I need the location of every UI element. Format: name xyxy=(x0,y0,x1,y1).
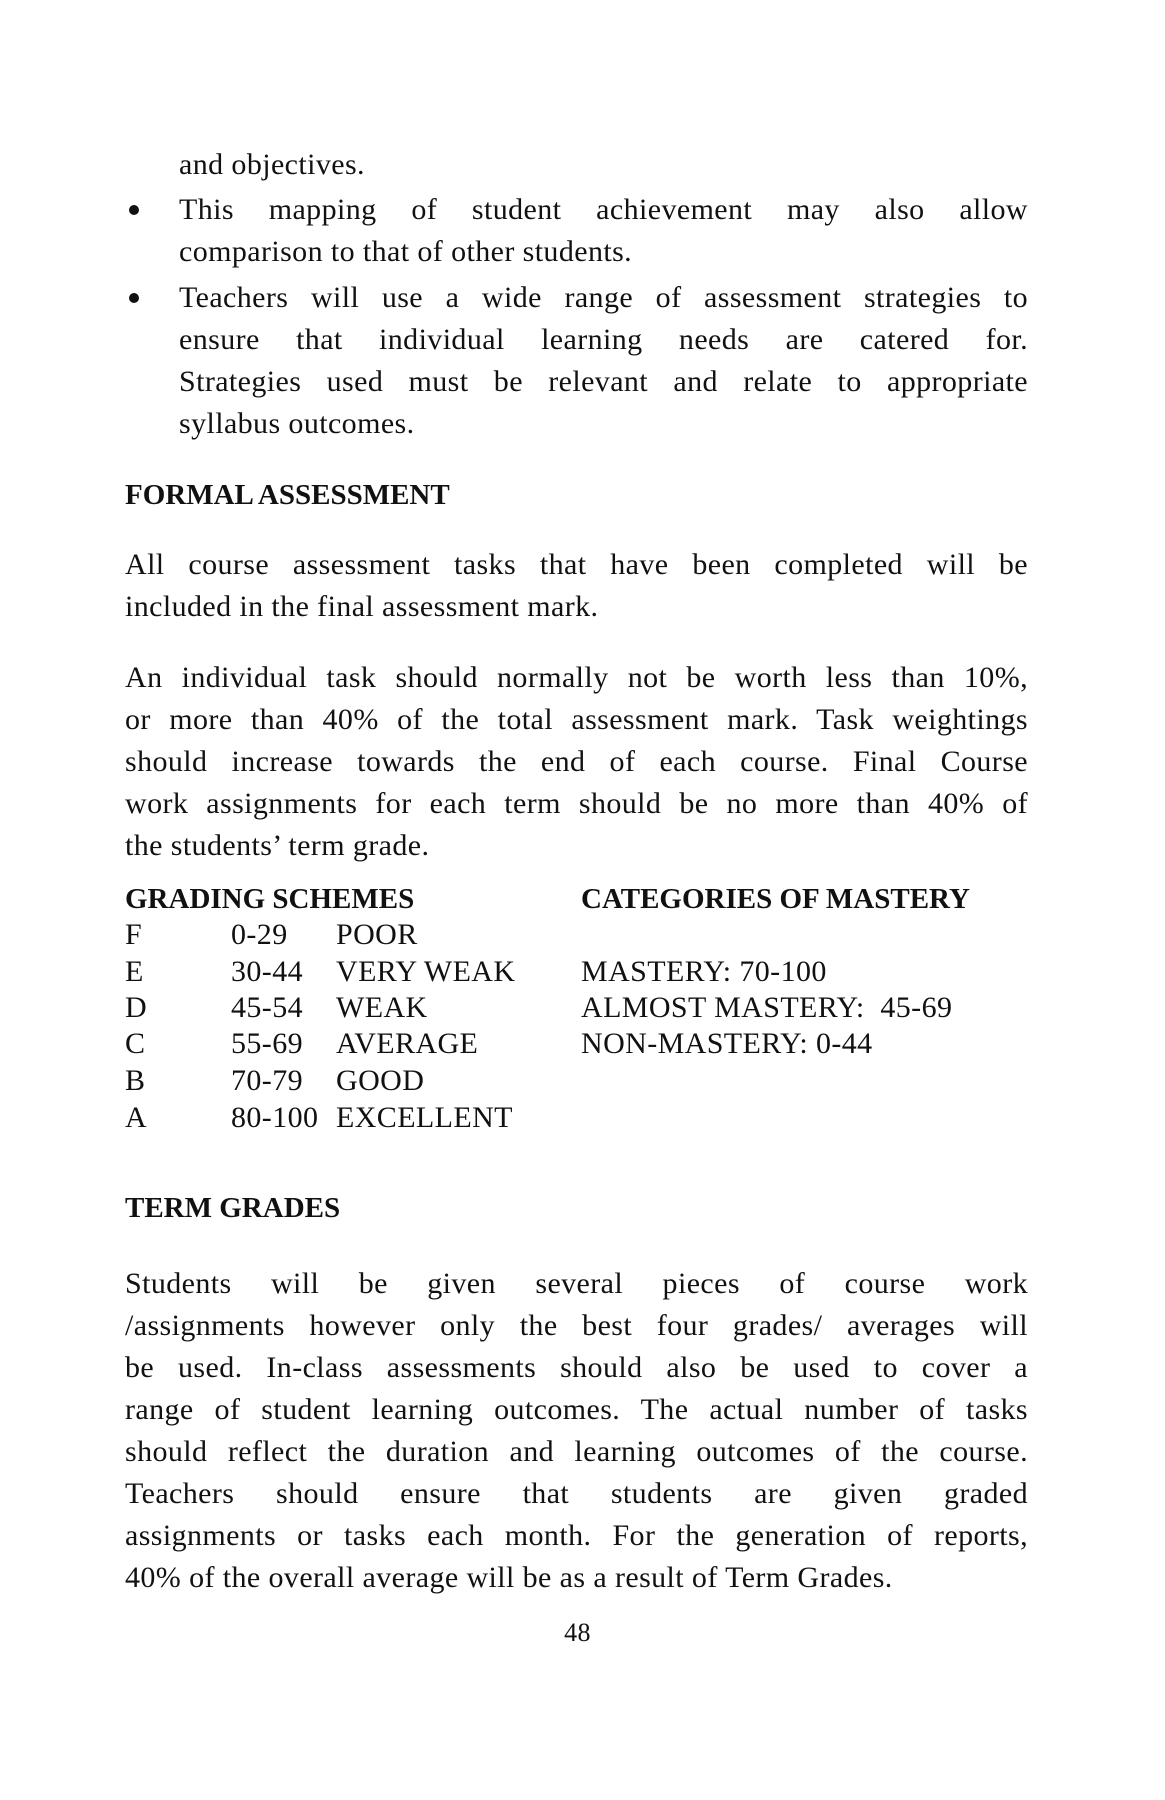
mastery-item: NON-MASTERY: 0-44 xyxy=(581,1027,873,1060)
mastery-heading: CATEGORIES OF MASTERY xyxy=(581,883,970,915)
intro-continuation: and objectives. xyxy=(179,148,365,181)
text-line: range of student learning outcomes. The actual number of tasks xyxy=(125,1393,1028,1426)
text-line: Teachers should ensure that students are given graded xyxy=(125,1477,1028,1510)
text-line: work assignments for each term should be no more than 40% of xyxy=(125,787,1028,820)
formal-assessment-heading: FORMAL ASSESSMENT xyxy=(125,479,450,511)
grade-range: 80-100 xyxy=(231,1101,319,1134)
formal-assessment-para-2 xyxy=(125,657,1028,867)
text-line: syllabus outcomes. xyxy=(179,407,415,440)
grade-range: 45-54 xyxy=(231,991,303,1024)
text-line: ensure that individual learning needs are catered for. xyxy=(179,323,1028,356)
grade-letter: E xyxy=(125,955,144,988)
text-line: Strategies used must be relevant and relate to appropriate xyxy=(179,365,1028,398)
grade-letter: B xyxy=(125,1064,146,1097)
grade-letter: C xyxy=(125,1027,146,1060)
text-line: should increase towards the end of each course. Final Course xyxy=(125,745,1028,778)
grade-row xyxy=(125,916,418,953)
grade-range: 70-79 xyxy=(231,1064,303,1097)
bullet-item-2 xyxy=(179,277,1028,445)
text-line: All course assessment tasks that have been completed will be xyxy=(125,548,1028,581)
grade-letter: F xyxy=(125,918,143,951)
grade-row xyxy=(125,1025,478,1062)
grade-label: EXCELLENT xyxy=(336,1101,513,1134)
grade-label: GOOD xyxy=(336,1064,425,1097)
term-grades-heading: TERM GRADES xyxy=(125,1192,341,1224)
grade-letter: A xyxy=(125,1101,148,1134)
text-line: /assignments however only the best four grades/ averages will xyxy=(125,1309,1028,1342)
text-line: assignments or tasks each month. For the generation of reports, xyxy=(125,1519,1028,1552)
text-line: Teachers will use a wide range of assessment strategies to xyxy=(179,281,1028,314)
mastery-item: ALMOST MASTERY: 45-69 xyxy=(581,991,953,1024)
grade-row xyxy=(125,1099,513,1136)
term-grades-para xyxy=(125,1263,1028,1599)
grade-range: 55-69 xyxy=(231,1027,303,1060)
text-line: the students’ term grade. xyxy=(125,829,430,862)
grade-label: WEAK xyxy=(336,991,428,1024)
grade-row xyxy=(125,989,428,1026)
grading-schemes-heading: GRADING SCHEMES xyxy=(125,883,415,915)
formal-assessment-para-1 xyxy=(125,544,1028,628)
text-line: comparison to that of other students. xyxy=(179,235,633,268)
grade-label: AVERAGE xyxy=(336,1027,479,1060)
page-number: 48 xyxy=(564,1618,591,1647)
grade-letter: D xyxy=(125,991,148,1024)
bullet-icon xyxy=(129,205,139,215)
text-line: included in the final assessment mark. xyxy=(125,590,599,623)
grade-row xyxy=(125,953,515,990)
text-line: 40% of the overall average will be as a result of Term Grades. xyxy=(125,1561,893,1594)
text-line: Students will be given several pieces of course work xyxy=(125,1267,1028,1300)
grade-label: POOR xyxy=(336,918,418,951)
text-line: An individual task should normally not be worth less than 10%, xyxy=(125,661,1028,694)
bullet-icon xyxy=(129,293,139,303)
grade-range: 0-29 xyxy=(231,918,288,951)
text-line: be used. In-class assessments should also be used to cover a xyxy=(125,1351,1028,1384)
grade-label: VERY WEAK xyxy=(336,955,516,988)
text-line: or more than 40% of the total assessment mark. Task weightings xyxy=(125,703,1028,736)
grade-row xyxy=(125,1062,424,1099)
bullet-item-1 xyxy=(179,189,1028,273)
text-line: This mapping of student achievement may also allow xyxy=(179,193,1028,226)
text-line: should reflect the duration and learning outcomes of the course. xyxy=(125,1435,1028,1468)
mastery-item: MASTERY: 70-100 xyxy=(581,955,827,988)
grade-range: 30-44 xyxy=(231,955,303,988)
